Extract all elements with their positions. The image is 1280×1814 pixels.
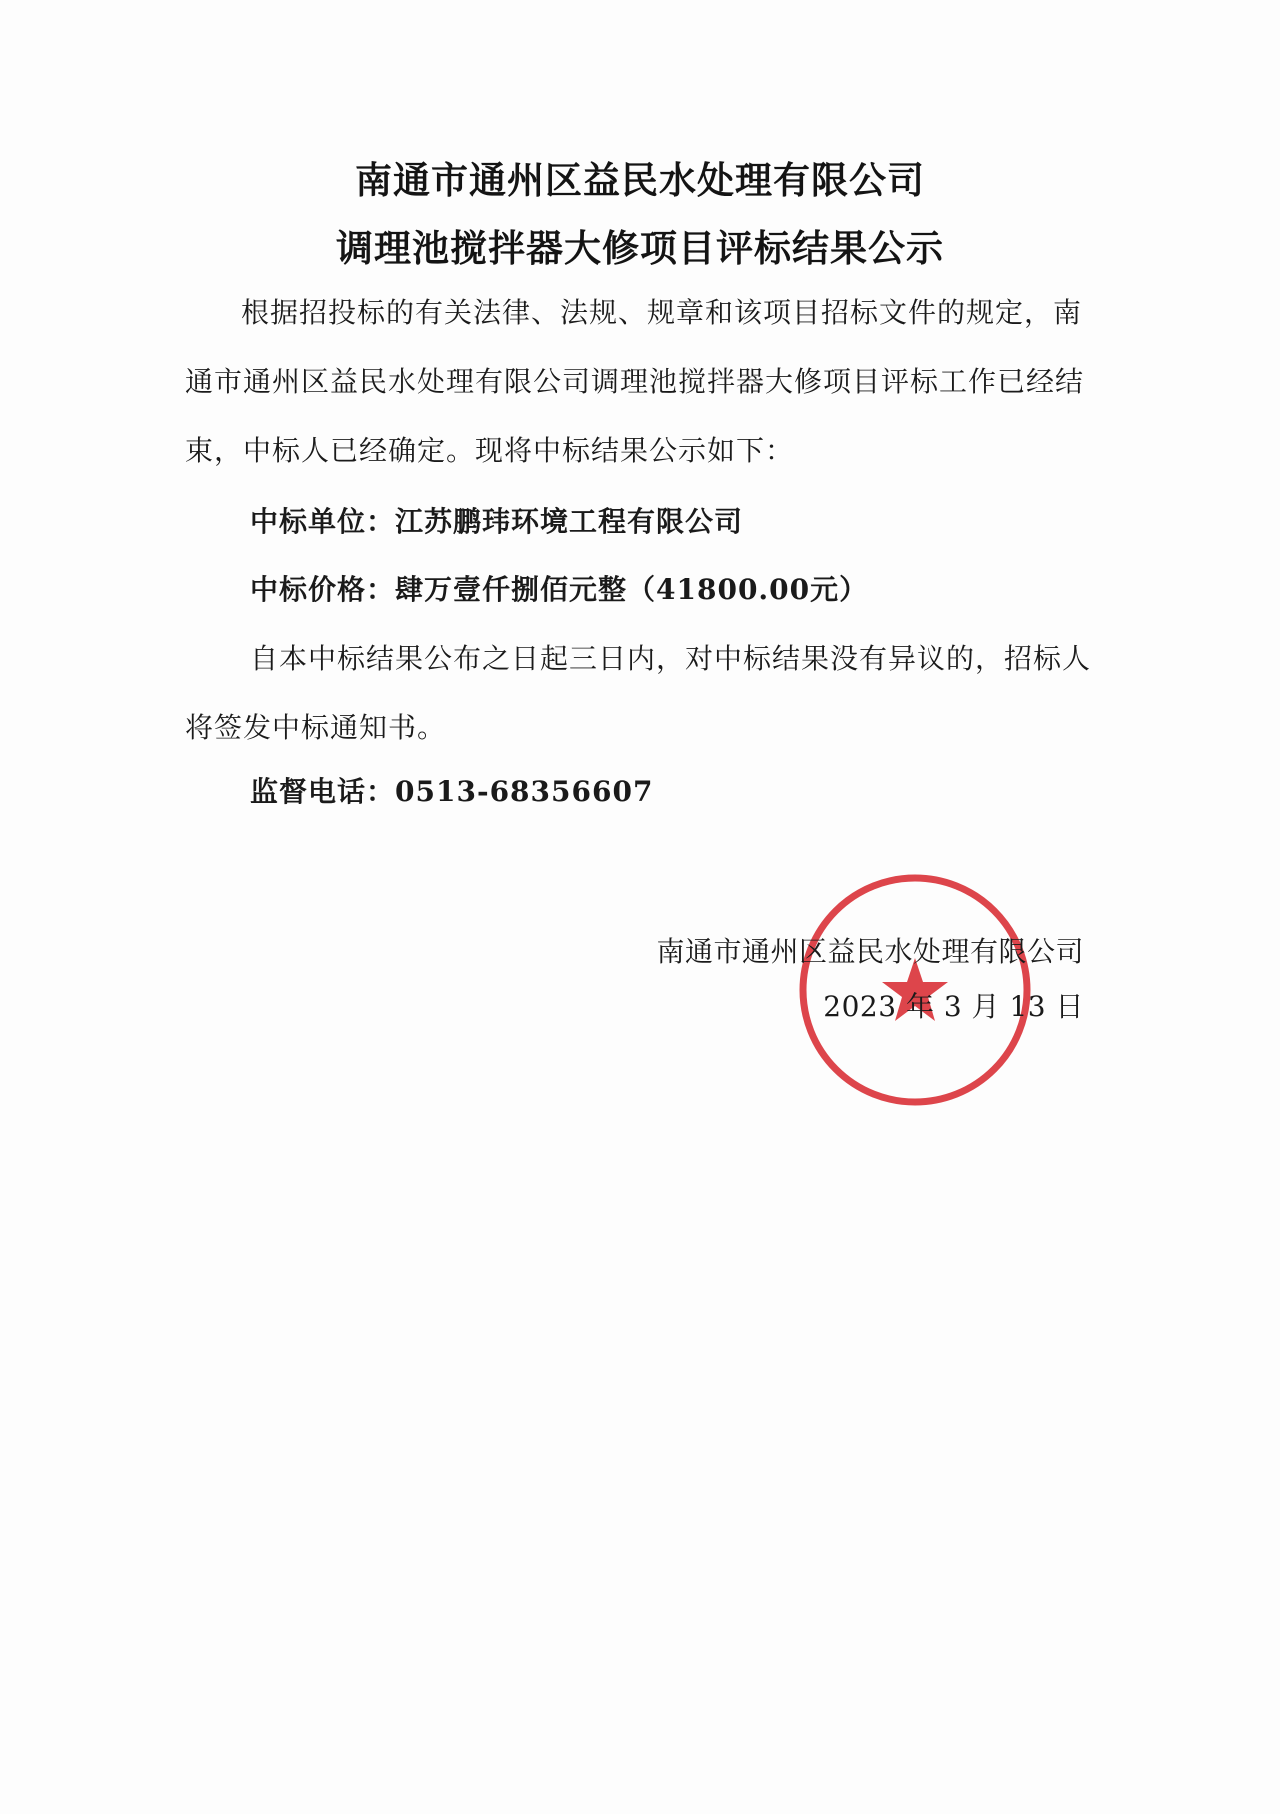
winner-label: 中标单位： (250, 505, 396, 538)
document-title-line1: 南通市通州区益民水处理有限公司 (355, 159, 925, 202)
phone-line (250, 770, 653, 810)
phone-value: 0513-68356607 (395, 775, 654, 808)
phone-label: 监督电话： (250, 775, 396, 808)
price-value: 肆万壹仟捌佰元整（41800.00元） (395, 573, 869, 606)
signoff-date: 2023 年 3 月 13 日 (823, 990, 1084, 1023)
winner-line (250, 500, 743, 540)
price-line (250, 568, 868, 608)
objection-paragraph: 自本中标结果公布之日起三日内，对中标结果没有异议的，招标人将签发中标通知书。 (185, 642, 1092, 744)
signoff-company: 南通市通州区益民水处理有限公司 (656, 935, 1084, 968)
intro-paragraph: 根据招投标的有关法律、法规、规章和该项目招标文件的规定，南通市通州区益民水处理有限公司调理池搅拌器大修项目评标工作已经结束，中标人已经确定。现将中标结果公示如下： (185, 296, 1085, 467)
winner-value: 江苏鹏玮环境工程有限公司 (395, 505, 744, 538)
document-title-line2: 调理池搅拌器大修项目评标结果公示 (336, 227, 944, 270)
price-label: 中标价格： (250, 573, 396, 606)
